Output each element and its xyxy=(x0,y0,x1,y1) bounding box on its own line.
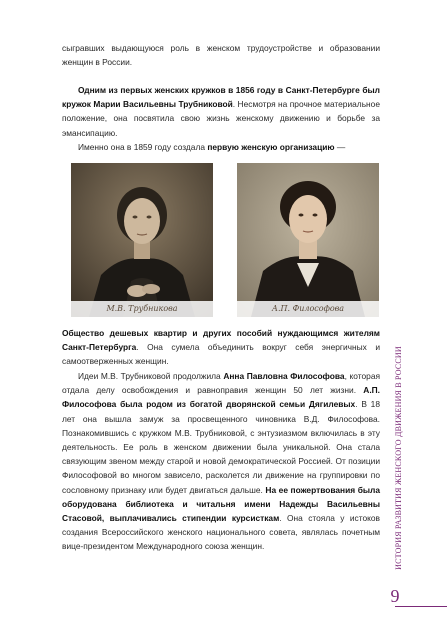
paragraph-society-rest: . Она сумела объединить вокруг себя энергичных и самоотверженных женщин. xyxy=(62,342,380,367)
paragraph-filosofova-a: Идеи М.В. Трубниковой продолжила xyxy=(78,371,224,381)
paragraph-organization-rest: — xyxy=(334,142,346,152)
paragraph-intro xyxy=(62,41,380,69)
sidebar-title xyxy=(392,324,406,592)
caption-trubnikova: М.В. Трубникова xyxy=(71,301,213,317)
paragraph-intro-text: сыгравших выдающуюся роль в женском трудоустройстве и образовании женщин в России. xyxy=(62,43,380,68)
portrait-filosofova-image xyxy=(237,163,379,317)
paragraph-filosofova-e: . Она стояла у истоков создания Всероссийского женского национального совета, являлась почетным вице-президентом Международного союза женщин. xyxy=(62,513,381,552)
paragraph-trubnikova-bold: Одним из первых женских кружков в 1856 году в Санкт-Петербурге был кружок Марии Васильевны Трубниковой xyxy=(62,85,380,110)
paragraph-trubnikova xyxy=(62,83,380,140)
paragraph-organization-bold: первую женскую организацию xyxy=(207,142,335,152)
sidebar-title-text: ИСТОРИЯ РАЗВИТИЯ ЖЕНСКОГО ДВИЖЕНИЯ В РОССИИ xyxy=(394,346,403,570)
paragraph-organization-text: Именно она в 1859 году создала xyxy=(78,142,208,152)
portrait-filosofova xyxy=(237,163,379,317)
paragraph-filosofova xyxy=(62,369,380,554)
paragraph-filosofova-d: . В 18 лет она вышла замуж за просвещенного чиновника В.Д. Философова. Познакомившись с кружком М.В. Трубниковой, с энтузиазмом включилась в эту деятельность. Ее роль в женском движении была уникальной. Она стала связующим звеном между старой и новой демократической Россией. От позиции Философовой во многом зависело, расколется ли движение на группировки по сословному признаку или будет двигаться дальше. xyxy=(62,399,381,495)
paragraph-society xyxy=(62,326,380,369)
paragraph-filosofova-b3: На ее пожертвования была оборудована библиотека и читальня имени Надежды Васильевны Стасовой, выплачивались стипендии курсисткам xyxy=(62,484,380,524)
portrait-trubnikova-image xyxy=(71,163,213,317)
paragraph-filosofova-c: , которая отдала делу освобождения и равноправия женщин 50 лет жизни. xyxy=(62,371,381,396)
portrait-trubnikova xyxy=(71,163,213,317)
footer-rule xyxy=(395,606,447,607)
page-number: 9 xyxy=(390,586,400,606)
paragraph-organization xyxy=(62,140,380,154)
caption-filosofova: А.П. Философова xyxy=(237,301,379,317)
paragraph-society-bold: Общество дешевых квартир и других пособий нуждающимся жителям Санкт-Петербурга xyxy=(62,328,380,353)
paragraph-filosofova-b2: А.П. Философова была родом из богатой дворянской семьи Дягилевых xyxy=(62,385,380,410)
paragraph-trubnikova-rest: . Несмотря на прочное материальное положение, она посвятила свою жизнь женскому движению и борьбе за эмансипацию. xyxy=(62,99,380,138)
paragraph-filosofova-b1: Анна Павловна Философова xyxy=(223,371,345,381)
